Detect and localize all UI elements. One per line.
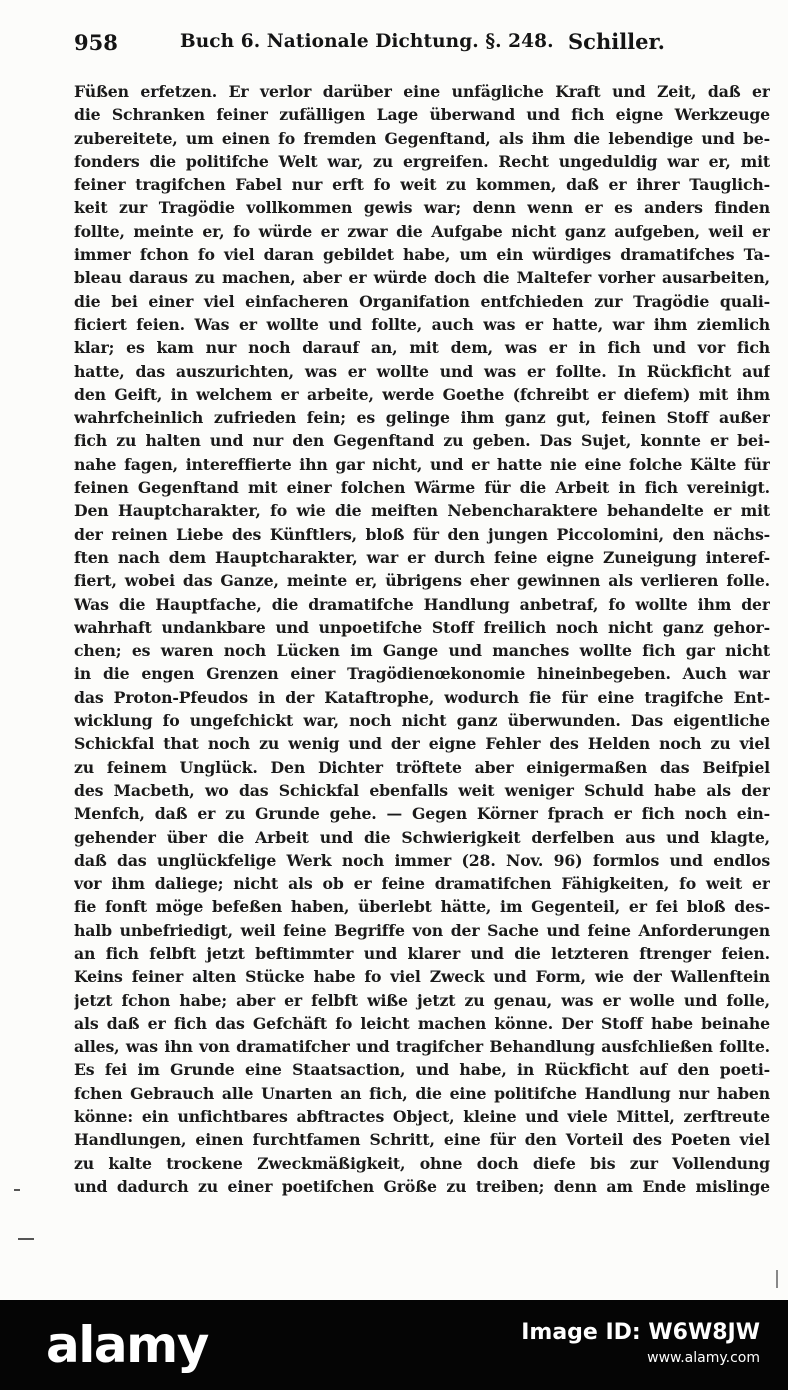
text-line: fchen Gebrauch alle Unarten an fich, die eine politifche Handlung nur haben — [74, 1083, 770, 1103]
text-line: fiert, wobei das Ganze, meinte er, übrigens eher gewinnen als verlieren folle. — [74, 571, 770, 591]
text-line: fie fonft möge befeßen haben, überlebt hätte, im Gegenteil, er fei bloß des- — [74, 897, 770, 917]
page-number: 958 — [74, 30, 118, 55]
text-line: Keins feiner alten Stücke habe fo viel Zweck und Form, wie der Wallenftein — [74, 967, 770, 987]
text-line: jetzt fchon habe; aber er felbft wiße jetzt zu genau, was er wolle und folle, — [74, 990, 770, 1010]
margin-mark — [18, 1238, 34, 1240]
text-line: halb unbefriedigt, weil feine Begriffe von der Sache und feine Anforderungen — [74, 920, 770, 940]
text-line: an fich felbft jetzt beftimmter und klarer und die letzteren ftrenger feien. — [74, 943, 770, 963]
text-line: zu kalte trockene Zweckmäßigkeit, ohne doch diefe bis zur Vollendung — [74, 1153, 770, 1173]
text-line: chen; es waren noch Lücken im Gange und manches wollte fich gar nicht — [74, 641, 770, 661]
text-line: die bei einer viel einfacheren Organifation entfchieden zur Tragödie quali- — [74, 291, 770, 311]
text-line: Schickfal that noch zu wenig und der eigne Fehler des Helden noch zu viel — [74, 734, 770, 754]
stock-url: www.alamy.com — [647, 1350, 760, 1366]
stock-meta — [521, 1320, 760, 1368]
text-line: nahe fagen, intereffierte ihn gar nicht, und er hatte nie eine folche Kälte für — [74, 454, 770, 474]
text-line: feinen Gegenftand mit einer folchen Wärme für die Arbeit in fich vereinigt. — [74, 478, 770, 498]
text-line: bleau daraus zu machen, aber er würde doch die Maltefer vorher ausarbeiten, — [74, 268, 770, 288]
text-line: follte, meinte er, fo würde er zwar die Aufgabe nicht ganz aufgeben, weil er — [74, 221, 770, 241]
text-line: zu feinem Unglück. Den Dichter tröftete aber einigermaßen das Beifpiel — [74, 757, 770, 777]
text-line: und dadurch zu einer poetifchen Größe zu treiben; denn am Ende mislinge — [74, 1176, 770, 1196]
text-line: immer fchon fo viel daran gebildet habe, um ein würdiges dramatifches Ta- — [74, 245, 770, 265]
text-line: Menfch, daß er zu Grunde gehe. — Gegen Körner fprach er fich noch ein- — [74, 804, 770, 824]
text-line: alles, was ihn von dramatifcher und tragifcher Behandlung ausfchließen follte. — [74, 1037, 770, 1057]
text-line: hatte, das auszurichten, was er wollte und was er follte. In Rückficht auf — [74, 361, 770, 381]
running-author: Schiller. — [568, 29, 665, 54]
text-line: vor ihm daliege; nicht als ob er feine dramatifchen Fähigkeiten, fo weit er — [74, 874, 770, 894]
text-line: die Schranken feiner zufälligen Lage überwand und fich eigne Werkzeuge — [74, 105, 770, 125]
running-title: Buch 6. Nationale Dichtung. §. 248. — [180, 31, 554, 52]
text-line: Handlungen, einen furchtfamen Schritt, eine für den Vorteil des Poeten viel — [74, 1130, 770, 1150]
text-line: daß das unglückfelige Werk noch immer (28. Nov. 96) formlos und endlos — [74, 850, 770, 870]
stock-watermark-banner — [0, 1300, 788, 1390]
text-line: fonders die politifche Welt war, zu ergreifen. Recht ungeduldig war er, mit — [74, 151, 770, 171]
text-line: feiner tragifchen Fabel nur erft fo weit zu kommen, daß er ihrer Tauglich- — [74, 175, 770, 195]
text-line: als daß er fich das Gefchäft fo leicht machen könne. Der Stoff habe beinahe — [74, 1013, 770, 1033]
text-line: Den Hauptcharakter, fo wie die meiften Nebencharaktere behandelte er mit — [74, 501, 770, 521]
text-line: klar; es kam nur noch darauf an, mit dem, was er in fich und vor fich — [74, 338, 770, 358]
margin-mark — [14, 1189, 20, 1191]
text-line: ften nach dem Hauptcharakter, war er durch feine eigne Zuneigung interef- — [74, 547, 770, 567]
text-line: zubereitete, um einen fo fremden Gegenftand, als ihm die lebendige und be- — [74, 128, 770, 148]
text-line: den Geift, in welchem er arbeite, werde Goethe (fchreibt er diefem) mit ihm — [74, 384, 770, 404]
page-header — [74, 30, 770, 60]
text-line: fich zu halten und nur den Gegenftand zu geben. Das Sujet, konnte er bei- — [74, 431, 770, 451]
text-line: Es fei im Grunde eine Staatsaction, und habe, in Rückficht auf den poeti- — [74, 1060, 770, 1080]
margin-mark — [776, 1270, 778, 1288]
text-line: das Proton-Pfeudos in der Kataftrophe, wodurch fie für eine tragifche Ent- — [74, 687, 770, 707]
text-line: keit zur Tragödie vollkommen gewis war; denn wenn er es anders finden — [74, 198, 770, 218]
text-line: Was die Hauptfache, die dramatifche Handlung anbetraf, fo wollte ihm der — [74, 594, 770, 614]
text-line: des Macbeth, wo das Schickfal ebenfalls weit weniger Schuld habe als der — [74, 780, 770, 800]
text-line: könne: ein unfichtbares abftractes Object, kleine und viele Mittel, zerftreute — [74, 1107, 770, 1127]
text-line: wahrfcheinlich zufrieden fein; es gelinge ihm ganz gut, feinen Stoff außer — [74, 408, 770, 428]
body-text — [74, 80, 770, 1198]
text-line: wahrhaft undankbare und unpoetifche Stoff freilich noch nicht ganz gehor- — [74, 617, 770, 637]
text-line: der reinen Liebe des Künftlers, bloß für den jungen Piccolomini, den nächs- — [74, 524, 770, 544]
text-line: in die engen Grenzen einer Tragödienœkonomie hineinbegeben. Auch war — [74, 664, 770, 684]
stock-brand-logo: alamy — [46, 1316, 208, 1374]
text-line: gehender über die Arbeit und die Schwierigkeit derfelben aus und klagte, — [74, 827, 770, 847]
text-line: Füßen erfetzen. Er verlor darüber eine unfägliche Kraft und Zeit, daß er — [74, 82, 770, 101]
text-line: wicklung fo ungefchickt war, noch nicht ganz überwunden. Das eigentliche — [74, 711, 770, 731]
text-line: ficiert feien. Was er wollte und follte, auch was er hatte, war ihm ziemlich — [74, 314, 770, 334]
stock-image-id: Image ID: W6W8JW — [521, 1320, 760, 1345]
